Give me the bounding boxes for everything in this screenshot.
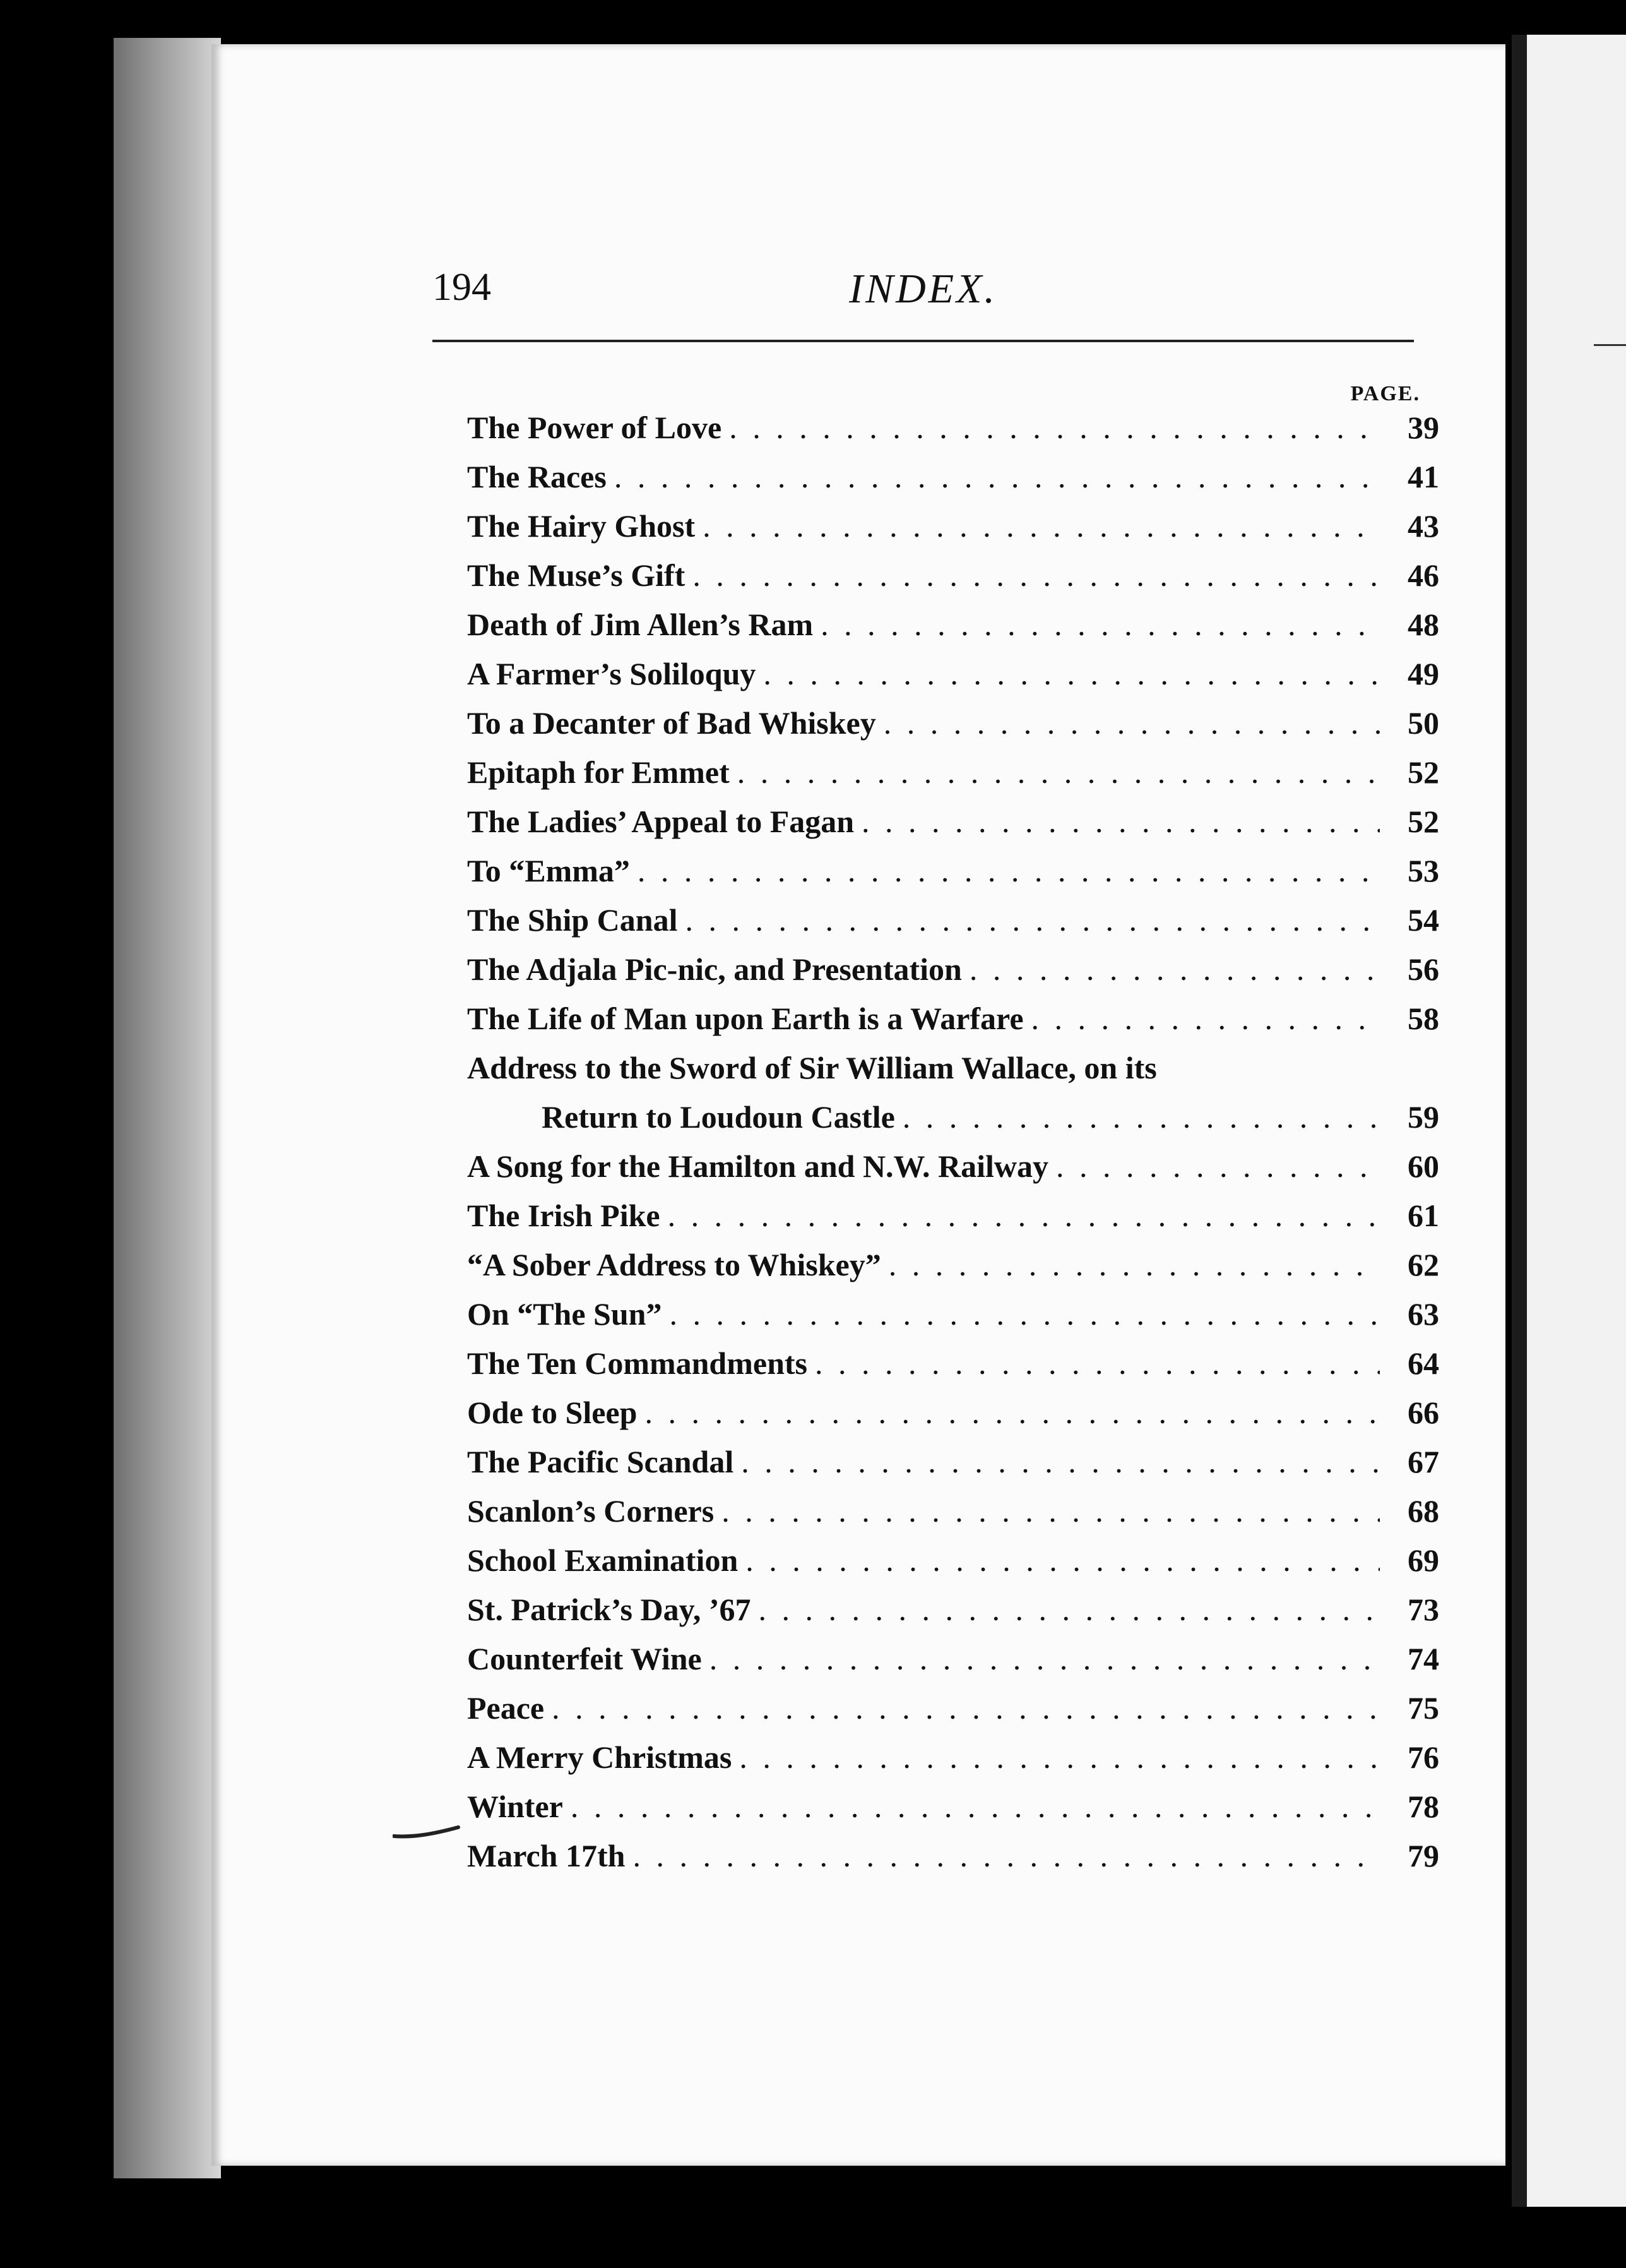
entry-title: The Ship Canal [467, 902, 678, 938]
index-entry [467, 1345, 1439, 1394]
entry-title: School Examination [467, 1543, 739, 1578]
dot-leader [737, 754, 1380, 791]
entry-page-number: 62 [1408, 1247, 1439, 1282]
entry-page-number: 52 [1408, 755, 1439, 790]
entry-title: The Ladies’ Appeal to Fagan [467, 804, 855, 839]
index-entry [467, 557, 1439, 606]
page-column-heading: PAGE. [1350, 382, 1420, 405]
entry-page-number: 69 [1408, 1543, 1439, 1578]
entry-title: The Muse’s Gift [467, 558, 685, 593]
index-entry [467, 1049, 1439, 1099]
entry-title: Scanlon’s Corners [467, 1493, 715, 1529]
index-entry [467, 1394, 1439, 1443]
dot-leader [685, 902, 1380, 938]
entry-page-number: 78 [1408, 1789, 1439, 1824]
entry-title: Ode to Sleep [467, 1395, 638, 1430]
index-entry [467, 1296, 1439, 1345]
dot-leader [721, 1493, 1380, 1529]
dot-leader [739, 1739, 1380, 1776]
index-entry [467, 1690, 1439, 1739]
entry-title: The Races [467, 459, 607, 494]
pencil-mark-icon [393, 1823, 461, 1841]
dot-leader [1031, 1000, 1380, 1037]
dot-leader [729, 409, 1380, 446]
dot-leader [884, 705, 1380, 741]
entry-title: The Irish Pike [467, 1198, 660, 1233]
dot-leader [903, 1099, 1380, 1135]
index-entry [467, 1739, 1439, 1788]
entry-page-number: 73 [1408, 1592, 1439, 1627]
dot-leader [692, 557, 1380, 594]
index-entry [467, 1837, 1439, 1887]
index-entry [467, 754, 1439, 803]
entry-page-number: 50 [1408, 705, 1439, 741]
entry-title: Address to the Sword of Sir William Wallace, on its [467, 1050, 1157, 1085]
entry-page-number: 48 [1408, 607, 1439, 642]
entry-page-number: 39 [1408, 410, 1439, 445]
header-rule [432, 340, 1414, 342]
entry-page-number: 41 [1408, 459, 1439, 494]
index-entry [467, 1493, 1439, 1542]
index-entry [467, 705, 1439, 754]
index-entry [467, 1591, 1439, 1640]
entry-title: Counterfeit Wine [467, 1641, 702, 1676]
entry-title: The Ten Commandments [467, 1346, 807, 1381]
entry-page-number: 63 [1408, 1296, 1439, 1332]
dot-leader [552, 1690, 1380, 1726]
dot-leader [821, 606, 1380, 643]
index-entry [467, 606, 1439, 655]
entry-title: “A Sober Address to Whiskey” [467, 1247, 881, 1282]
entry-page-number: 74 [1408, 1641, 1439, 1676]
facing-page-rule [1594, 344, 1626, 346]
entry-page-number: 75 [1408, 1690, 1439, 1726]
index-list [467, 409, 1439, 1887]
entry-page-number: 56 [1408, 952, 1439, 987]
dot-leader [703, 508, 1380, 544]
entry-title: A Song for the Hamilton and N.W. Railway [467, 1149, 1048, 1184]
index-entry [467, 1443, 1439, 1493]
page-number: 194 [432, 266, 491, 309]
index-entry [467, 852, 1439, 902]
entry-title: On “The Sun” [467, 1296, 662, 1332]
dot-leader [741, 1443, 1380, 1480]
entry-page-number: 54 [1408, 902, 1439, 938]
entry-title: The Power of Love [467, 410, 722, 445]
index-entry [467, 1542, 1439, 1591]
entry-page-number: 79 [1408, 1838, 1439, 1873]
dot-leader [862, 803, 1380, 840]
dot-leader [759, 1591, 1380, 1628]
entry-title: St. Patrick’s Day, ’67 [467, 1592, 751, 1627]
entry-title: Epitaph for Emmet [467, 755, 730, 790]
index-entry [467, 1640, 1439, 1690]
index-entry [467, 951, 1439, 1000]
index-entry [467, 655, 1439, 705]
entry-title: Winter [467, 1789, 563, 1824]
running-head: INDEX. [849, 266, 997, 312]
dot-leader [638, 852, 1380, 889]
index-entry [467, 458, 1439, 508]
dot-leader [668, 1197, 1380, 1234]
entry-page-number: 67 [1408, 1444, 1439, 1479]
entry-page-number: 53 [1408, 853, 1439, 888]
dot-leader [970, 951, 1380, 988]
dot-leader [614, 458, 1380, 495]
entry-title: The Pacific Scandal [467, 1444, 734, 1479]
entry-title: To “Emma” [467, 853, 630, 888]
page-edge-stack [114, 38, 221, 2178]
entry-title: Death of Jim Allen’s Ram [467, 607, 814, 642]
entry-page-number: 60 [1408, 1149, 1439, 1184]
page-header [432, 265, 1414, 322]
index-entry [467, 1788, 1439, 1837]
entry-title: A Farmer’s Soliloquy [467, 656, 756, 691]
entry-page-number: 52 [1408, 804, 1439, 839]
entry-page-number: 58 [1408, 1001, 1439, 1036]
dot-leader [815, 1345, 1380, 1382]
index-entry [467, 1000, 1439, 1049]
index-entry [467, 902, 1439, 951]
index-entry [467, 803, 1439, 852]
dot-leader [763, 655, 1380, 692]
dot-leader [571, 1788, 1380, 1825]
index-entry [467, 1246, 1439, 1296]
entry-page-number: 46 [1408, 558, 1439, 593]
index-entry [467, 508, 1439, 557]
entry-page-number: 43 [1408, 508, 1439, 544]
entry-page-number: 49 [1408, 656, 1439, 691]
entry-title: A Merry Christmas [467, 1740, 732, 1775]
dot-leader [709, 1640, 1380, 1677]
entry-page-number: 76 [1408, 1740, 1439, 1775]
entry-title: The Adjala Pic-nic, and Presentation [467, 952, 962, 987]
facing-page-edge [1512, 35, 1626, 2207]
entry-page-number: 64 [1408, 1346, 1439, 1381]
dot-leader [1056, 1148, 1380, 1185]
book-gutter [1512, 35, 1527, 2207]
dot-leader [745, 1542, 1380, 1579]
dot-leader [632, 1837, 1380, 1874]
entry-title: March 17th [467, 1838, 626, 1873]
entry-title: The Life of Man upon Earth is a Warfare [467, 1001, 1024, 1036]
entry-page-number: 66 [1408, 1395, 1439, 1430]
entry-page-number: 68 [1408, 1493, 1439, 1529]
index-entry [467, 1148, 1439, 1197]
dot-leader [889, 1246, 1380, 1283]
dot-leader [644, 1394, 1380, 1431]
index-entry [467, 1099, 1439, 1148]
entry-page-number: 61 [1408, 1198, 1439, 1233]
dot-leader [669, 1296, 1380, 1332]
entry-title: Peace [467, 1690, 545, 1726]
entry-title: Return to Loudoun Castle [542, 1099, 895, 1135]
entry-title: To a Decanter of Bad Whiskey [467, 705, 876, 741]
index-entry [467, 1197, 1439, 1246]
entry-page-number: 59 [1408, 1099, 1439, 1135]
index-entry [467, 409, 1439, 458]
entry-title: The Hairy Ghost [467, 508, 696, 544]
